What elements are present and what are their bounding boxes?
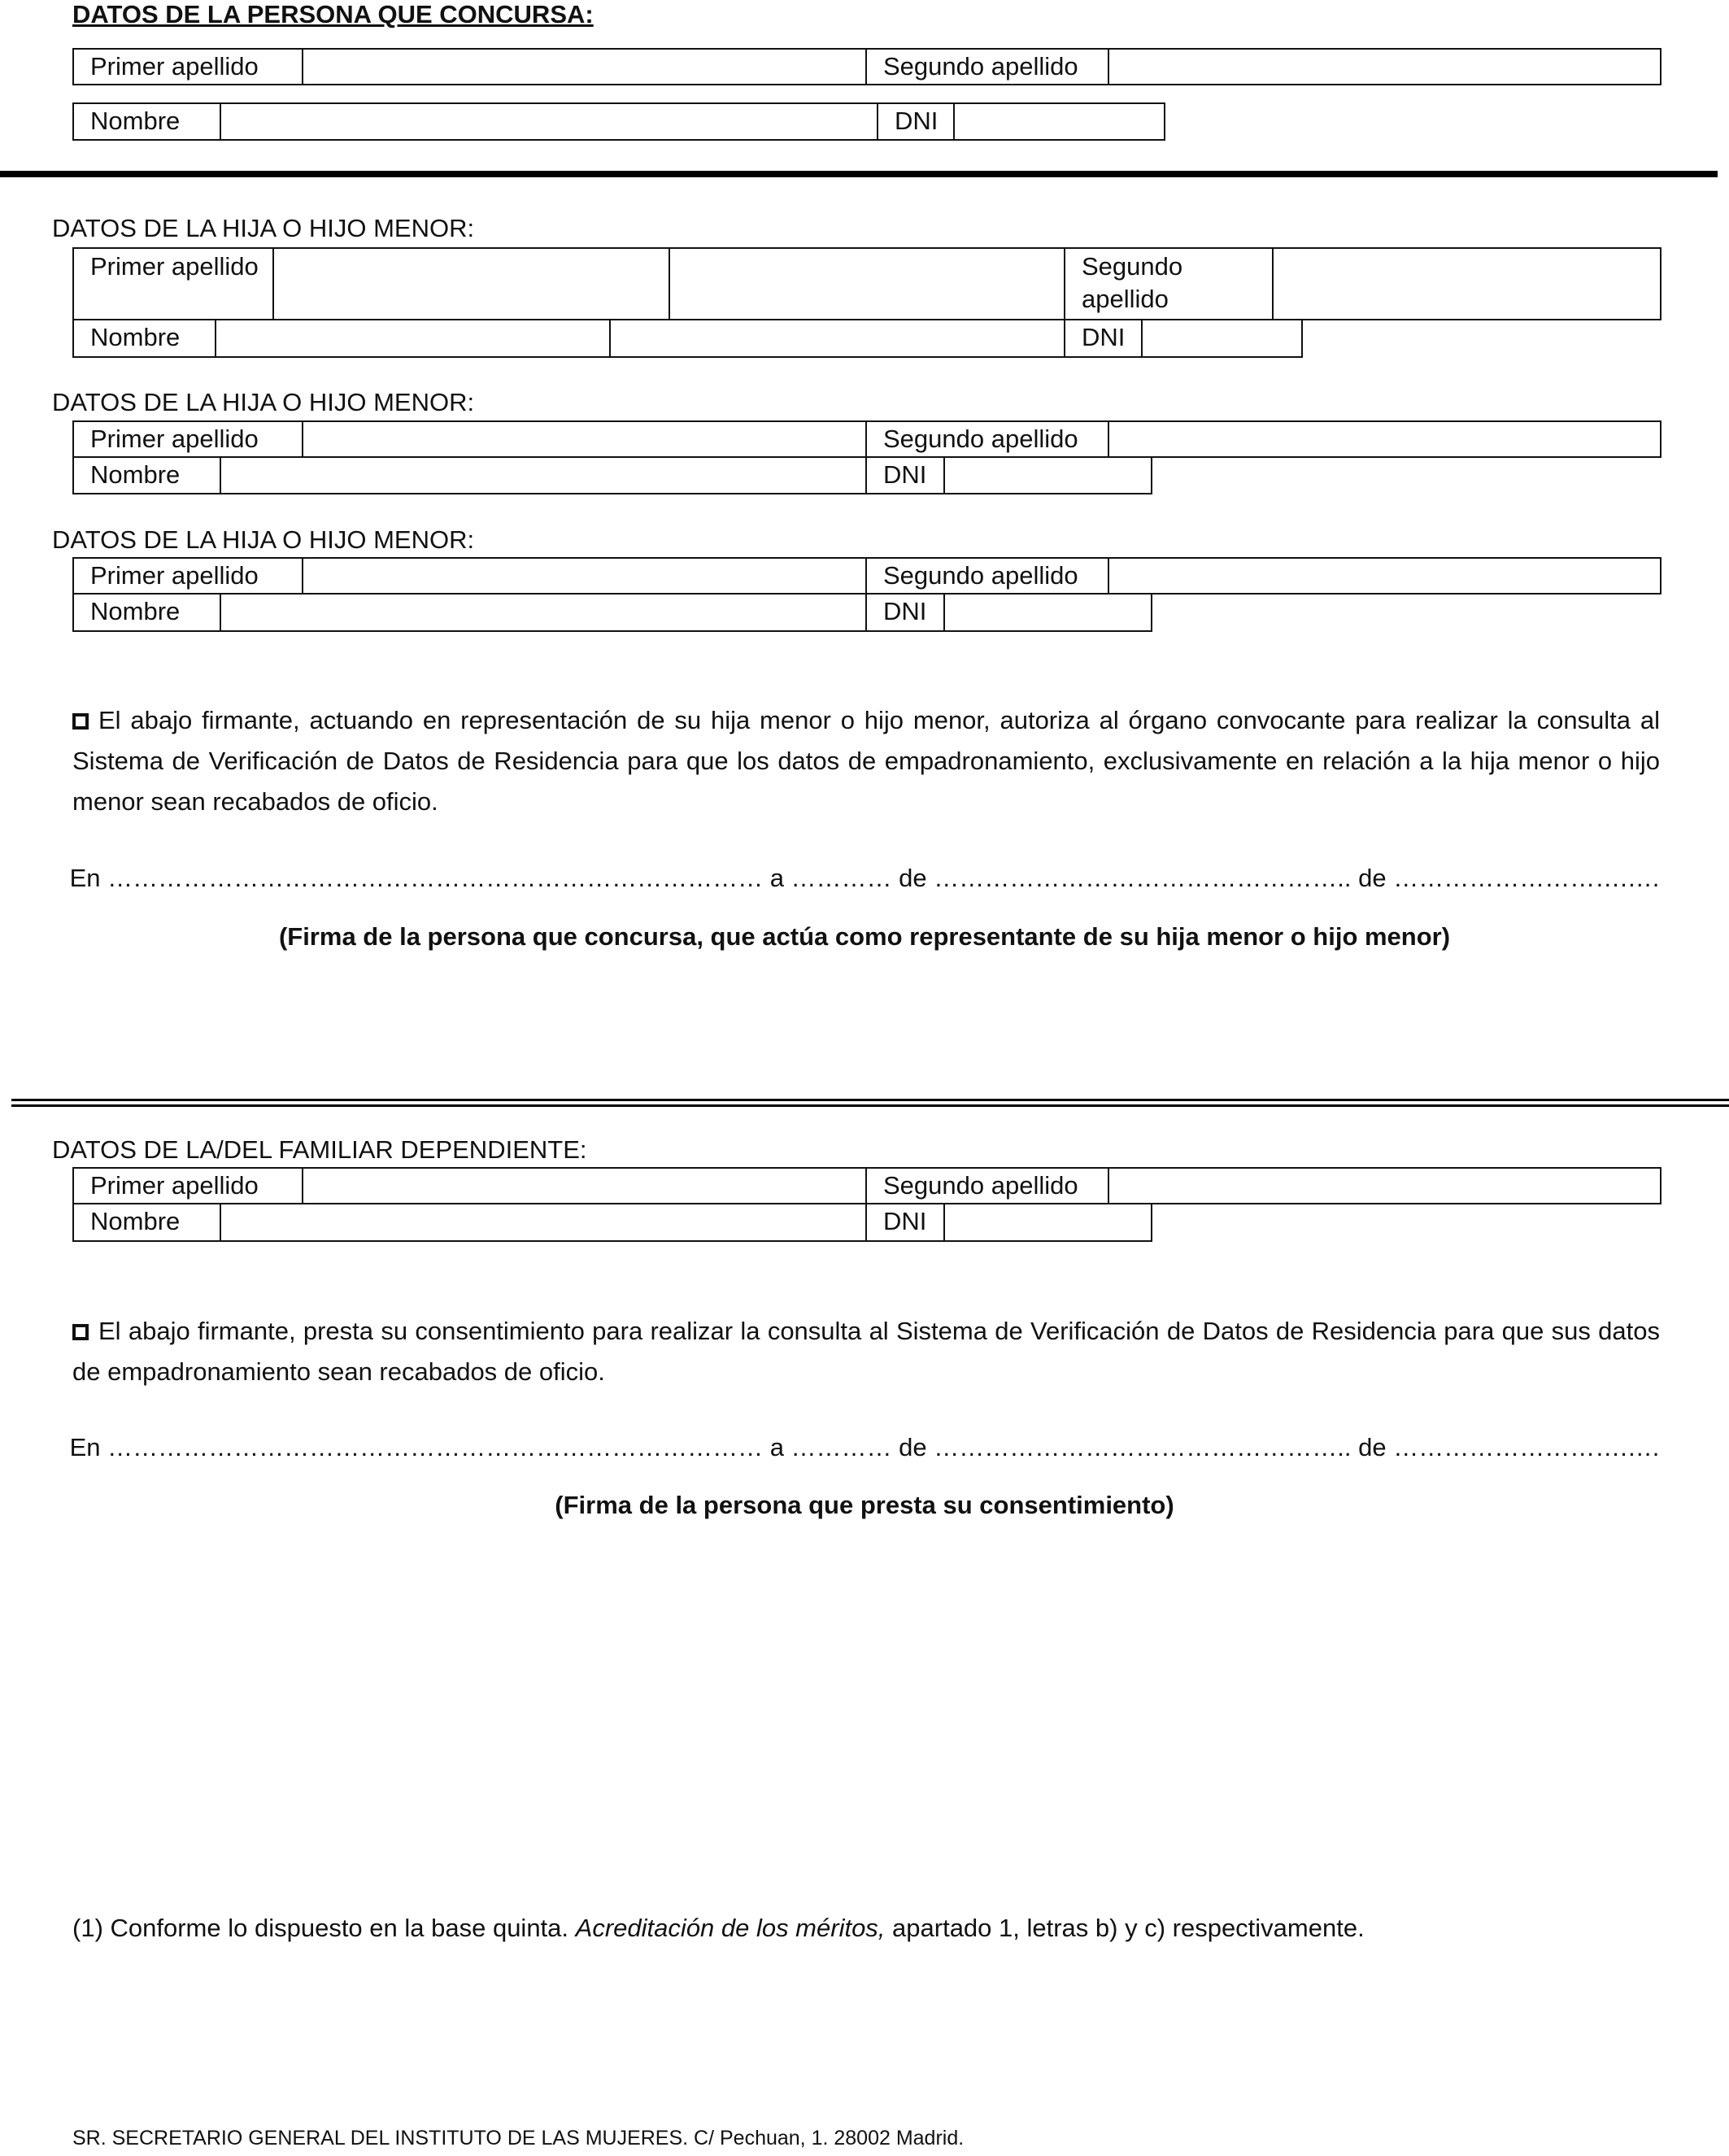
double-divider-top <box>11 1099 1729 1101</box>
dependent-name-label: Nombre <box>72 1203 221 1242</box>
applicant-name-input[interactable] <box>220 102 878 141</box>
section-divider <box>0 171 1718 177</box>
minor-consent-paragraph <box>72 700 1660 822</box>
minor-1-dni-label: DNI <box>1064 319 1143 358</box>
minor-3-name-label: Nombre <box>72 593 221 632</box>
applicant-first-surname-label: Primer apellido <box>72 48 303 85</box>
minor-1-name-input-extra[interactable] <box>609 319 1065 358</box>
minor-1-first-surname-input[interactable] <box>272 247 670 320</box>
dependent-second-surname-input[interactable] <box>1108 1167 1661 1204</box>
minor-consent-text: El abajo firmante, actuando en representación de su hija menor o hijo menor, autoriza al órgano convocante para realizar la consulta al Sistema de Verificación de Datos de Residencia para que los datos de empadronamiento, exclusivamente en relación a la hija menor o hijo menor sean recabados de oficio. <box>72 706 1660 816</box>
applicant-dni-label: DNI <box>877 102 955 141</box>
minor-1-dni-input[interactable] <box>1141 319 1303 358</box>
minor-2-heading: DATOS DE LA HIJA O HIJO MENOR: <box>52 388 475 416</box>
minor-consent-signature-caption: (Firma de la persona que concursa, que actúa como representante de su hija menor o hijo menor) <box>278 922 1451 951</box>
dependent-first-surname-label: Primer apellido <box>72 1167 303 1204</box>
applicant-dni-input[interactable] <box>953 102 1165 141</box>
minor-2-second-surname-label: Segundo apellido <box>865 420 1109 458</box>
minor-2-name-input[interactable] <box>220 456 867 494</box>
dependent-consent-paragraph <box>72 1311 1660 1392</box>
dependent-dni-label: DNI <box>865 1203 945 1242</box>
minor-3-first-surname-input[interactable] <box>302 557 867 595</box>
dependent-heading: DATOS DE LA/DEL FAMILIAR DEPENDIENTE: <box>52 1135 587 1164</box>
minor-1-second-surname-input[interactable] <box>1272 247 1661 320</box>
double-divider-bottom <box>11 1104 1729 1107</box>
minor-2-second-surname-input[interactable] <box>1108 420 1661 458</box>
minor-2-first-surname-label: Primer apellido <box>72 420 303 458</box>
minor-1-heading: DATOS DE LA HIJA O HIJO MENOR: <box>52 214 475 242</box>
footnote <box>72 1914 1365 1943</box>
minor-2-name-label: Nombre <box>72 456 221 494</box>
dependent-first-surname-input[interactable] <box>302 1167 867 1204</box>
footnote-prefix: (1) Conforme lo dispuesto en la base quinta. <box>72 1914 576 1942</box>
minor-consent-date-line: En …………………………………………………………………… a ………… de ………………………………………….. de ……………………….…. <box>69 864 1660 892</box>
dependent-dni-input[interactable] <box>943 1203 1152 1242</box>
footnote-italic: Acreditación de los méritos, <box>575 1914 886 1942</box>
dependent-consent-signature-caption: (Firma de la persona que presta su consentimiento) <box>555 1491 1174 1519</box>
minor-3-second-surname-input[interactable] <box>1108 557 1661 595</box>
applicant-first-surname-input[interactable] <box>302 48 867 85</box>
minor-3-dni-input[interactable] <box>943 593 1152 632</box>
minor-3-heading: DATOS DE LA HIJA O HIJO MENOR: <box>52 525 475 554</box>
applicant-name-label: Nombre <box>72 102 221 141</box>
dependent-consent-text: El abajo firmante, presta su consentimiento para realizar la consulta al Sistema de Verificación de Datos de Residencia para que sus datos de empadronamiento sean recabados de oficio. <box>72 1317 1660 1386</box>
minor-1-first-surname-input-extra[interactable] <box>669 247 1065 320</box>
footer-address: SR. SECRETARIO GENERAL DEL INSTITUTO DE LAS MUJERES. C/ Pechuan, 1. 28002 Madrid. <box>72 2127 965 2149</box>
applicant-second-surname-label: Segundo apellido <box>865 48 1109 85</box>
applicant-title: DATOS DE LA PERSONA QUE CONCURSA: <box>72 0 594 28</box>
minor-3-name-input[interactable] <box>220 593 867 632</box>
dependent-name-input[interactable] <box>220 1203 867 1242</box>
dependent-consent-checkbox[interactable] <box>72 1324 89 1340</box>
minor-2-dni-input[interactable] <box>943 456 1152 494</box>
minor-2-first-surname-input[interactable] <box>302 420 867 458</box>
footnote-suffix: apartado 1, letras b) y c) respectivamente. <box>885 1914 1365 1942</box>
minor-3-second-surname-label: Segundo apellido <box>865 557 1109 595</box>
minor-3-dni-label: DNI <box>865 593 945 632</box>
minor-consent-checkbox[interactable] <box>72 713 89 730</box>
minor-3-first-surname-label: Primer apellido <box>72 557 303 595</box>
minor-1-first-surname-label: Primer apellido <box>72 247 274 320</box>
dependent-consent-date-line: En …………………………………………………………………… a ………… de ………………………………………….. de ……………………….…. <box>69 1433 1660 1461</box>
minor-1-second-surname-label: Segundo apellido <box>1064 247 1274 320</box>
minor-1-name-input[interactable] <box>215 319 611 358</box>
minor-2-dni-label: DNI <box>865 456 945 494</box>
minor-1-name-label: Nombre <box>72 319 216 358</box>
applicant-second-surname-input[interactable] <box>1108 48 1661 85</box>
dependent-second-surname-label: Segundo apellido <box>865 1167 1109 1204</box>
